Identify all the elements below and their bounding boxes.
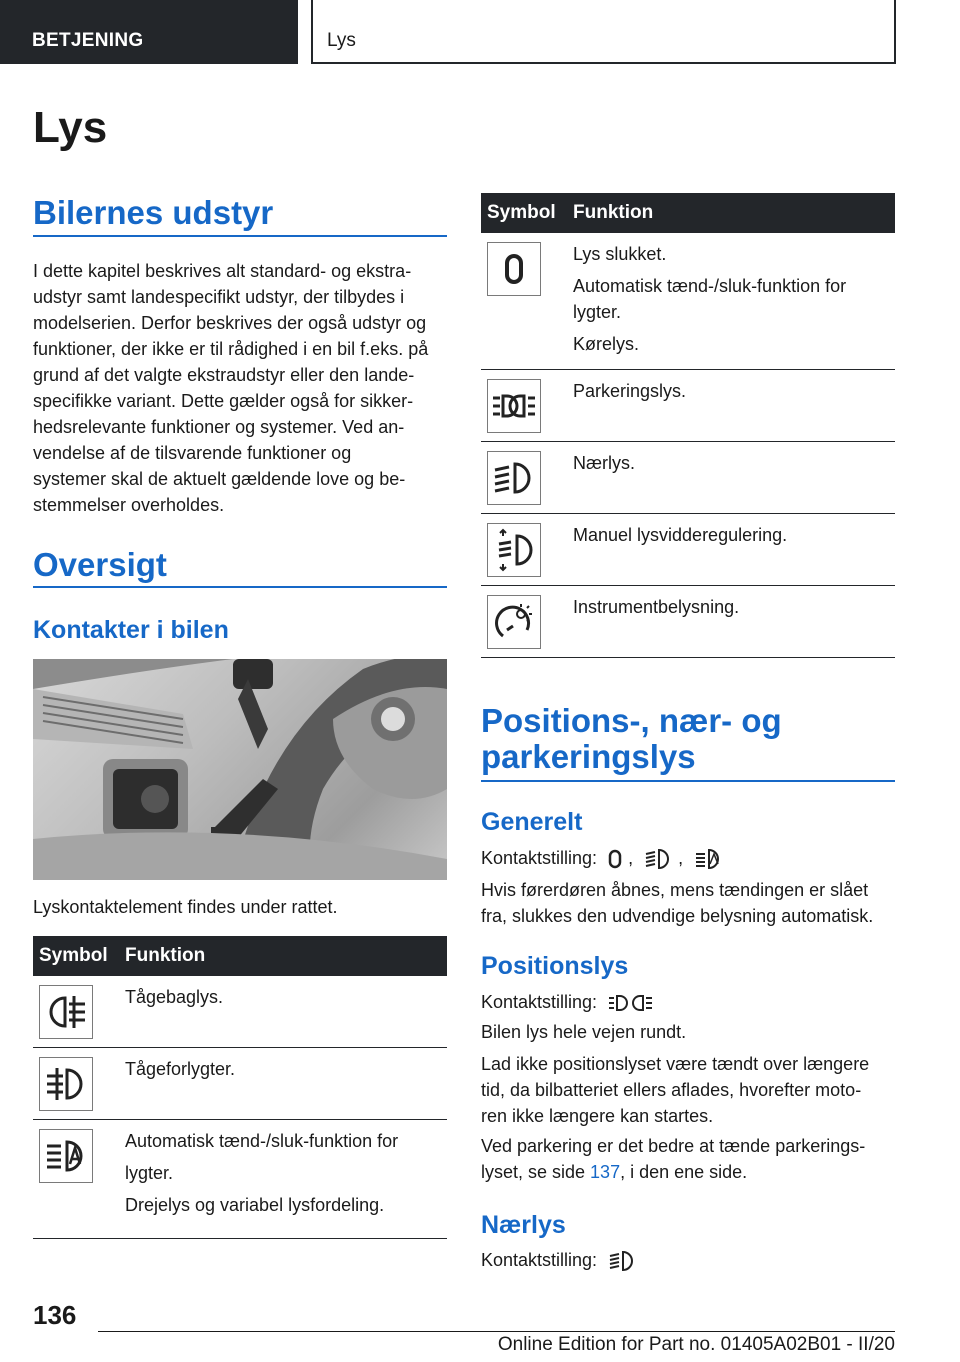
section-tab <box>0 0 298 64</box>
front-fog-light-icon <box>39 1057 93 1111</box>
page-number: 136 <box>33 1300 77 1330</box>
position-switch-position <box>481 989 660 1015</box>
text-line: Hvis førerdøren åbnes, mens tændingen er slået <box>481 880 869 900</box>
text-line: tid, da bilbatteriet ellers aflades, hvorefter moto- <box>481 1080 862 1100</box>
col-function: Funktion <box>565 193 895 233</box>
position-text-3 <box>481 1133 865 1185</box>
heading-low-beam: Nærlys <box>481 1211 566 1239</box>
heading-equipment: Bilernes udstyr <box>33 195 447 237</box>
function-text: Lys slukket. <box>573 244 667 264</box>
text-line: hedsrelevante funktioner og systemer. Ved an- <box>33 417 405 437</box>
text-line: grund af det valgte ekstraudstyr eller den lande- <box>33 365 415 385</box>
function-text: Automatisk tænd-/sluk-funktion for <box>125 1131 399 1151</box>
text-line: I dette kapitel beskrives alt standard- og ekstra- <box>33 261 412 281</box>
chapter-label: Lys <box>327 30 356 51</box>
col-symbol: Symbol <box>33 936 117 976</box>
heading-switches: Kontakter i bilen <box>33 616 229 644</box>
text-line: vendelse af de tilsvarende funktioner og <box>33 443 352 463</box>
switch-label: Kontaktstilling: <box>481 992 598 1012</box>
text-line: fra, slukkes den udvendige belysning automatisk. <box>481 906 874 926</box>
function-text: lygter. <box>125 1163 174 1183</box>
function-text: Parkeringslys. <box>573 381 687 401</box>
low-beam-icon <box>487 451 541 505</box>
general-text <box>481 877 873 929</box>
table-row <box>481 370 895 442</box>
text-line: systemer skal de aktuelt gældende love og be- <box>33 469 406 489</box>
function-text: Manuel lysvidderegulering. <box>573 525 788 545</box>
separator: , <box>628 848 634 868</box>
text-line <box>481 1159 865 1185</box>
text-line: modelserien. Derfor beskrives der også udstyr og <box>33 313 427 333</box>
function-text: Tågeforlygter. <box>125 1059 236 1079</box>
text-line: Lad ikke positionslyset være tændt over længere <box>481 1054 870 1074</box>
page-reference-link[interactable]: 137 <box>590 1162 621 1182</box>
symbol-table-right <box>481 193 895 658</box>
heading-position-lights-section: Positions-, nær- og parkeringslys <box>481 703 895 782</box>
chapter-tab <box>311 0 896 64</box>
automatic-headlight-icon <box>39 1129 93 1183</box>
function-text: Automatisk tænd-/sluk-funktion for lygter. <box>573 276 847 322</box>
function-text: Nærlys. <box>573 453 635 473</box>
low-beam-icon <box>608 1250 636 1272</box>
table-row <box>33 1048 447 1120</box>
section-label: BETJENING <box>32 30 144 51</box>
table-row <box>481 233 895 370</box>
text-fragment: lyset, se side <box>481 1162 591 1182</box>
function-text: Kørelys. <box>573 334 640 354</box>
text-fragment: , i den ene side. <box>620 1162 748 1182</box>
lights-off-icon <box>608 849 622 869</box>
table-row <box>481 442 895 514</box>
parking-light-icon <box>487 379 541 433</box>
text-line: udstyr samt landespecifikt udstyr, der tilbydes i <box>33 287 405 307</box>
parking-light-icon <box>608 992 654 1014</box>
symbol-table-left <box>33 936 447 1239</box>
position-text-1: Bilen lys hele vejen rundt. <box>481 1022 687 1042</box>
text-line: funktioner, der ikke er til rådighed i en bil f.eks. på <box>33 339 429 359</box>
heading-general: Generelt <box>481 808 583 836</box>
rear-fog-light-icon <box>39 985 93 1039</box>
function-text: Instrumentbelysning. <box>573 597 740 617</box>
low-beam-switch-position <box>481 1247 642 1273</box>
function-text: Drejelys og variabel lysfordeling. <box>125 1195 385 1215</box>
heading-position-lights: Positionslys <box>481 952 629 980</box>
lights-off-icon <box>487 242 541 296</box>
function-text: Tågebaglys. <box>125 987 224 1007</box>
switch-label: Kontaktstilling: <box>481 1250 598 1270</box>
table-row <box>33 976 447 1048</box>
col-symbol: Symbol <box>481 193 565 233</box>
edition-text: Online Edition for Part no. 01405A02B01 - II/20 <box>497 1334 895 1355</box>
text-line: specifikke variant. Dette gælder også for sikker- <box>33 391 414 411</box>
general-switch-positions <box>481 845 728 871</box>
page-title: Lys <box>33 103 108 152</box>
footer-divider <box>98 1331 895 1332</box>
automatic-headlight-icon <box>694 848 722 870</box>
heading-overview: Oversigt <box>33 547 447 588</box>
position-text-2 <box>481 1051 869 1129</box>
low-beam-icon <box>644 848 672 870</box>
table-row <box>33 1120 447 1239</box>
light-switch-photo <box>33 659 447 880</box>
text-line: stemmelser overholdes. <box>33 495 225 515</box>
instrument-lighting-icon <box>487 595 541 649</box>
switch-label: Kontaktstilling: <box>481 848 598 868</box>
table-row <box>481 586 895 658</box>
text-line: ren ikke længere kan startes. <box>481 1106 714 1126</box>
headlight-range-icon <box>487 523 541 577</box>
col-function: Funktion <box>117 936 447 976</box>
photo-caption: Lyskontaktelement findes under rattet. <box>33 897 338 917</box>
equipment-text <box>33 258 453 518</box>
separator: , <box>678 848 684 868</box>
table-row <box>481 514 895 586</box>
text-line: Ved parkering er det bedre at tænde parkerings- <box>481 1136 866 1156</box>
